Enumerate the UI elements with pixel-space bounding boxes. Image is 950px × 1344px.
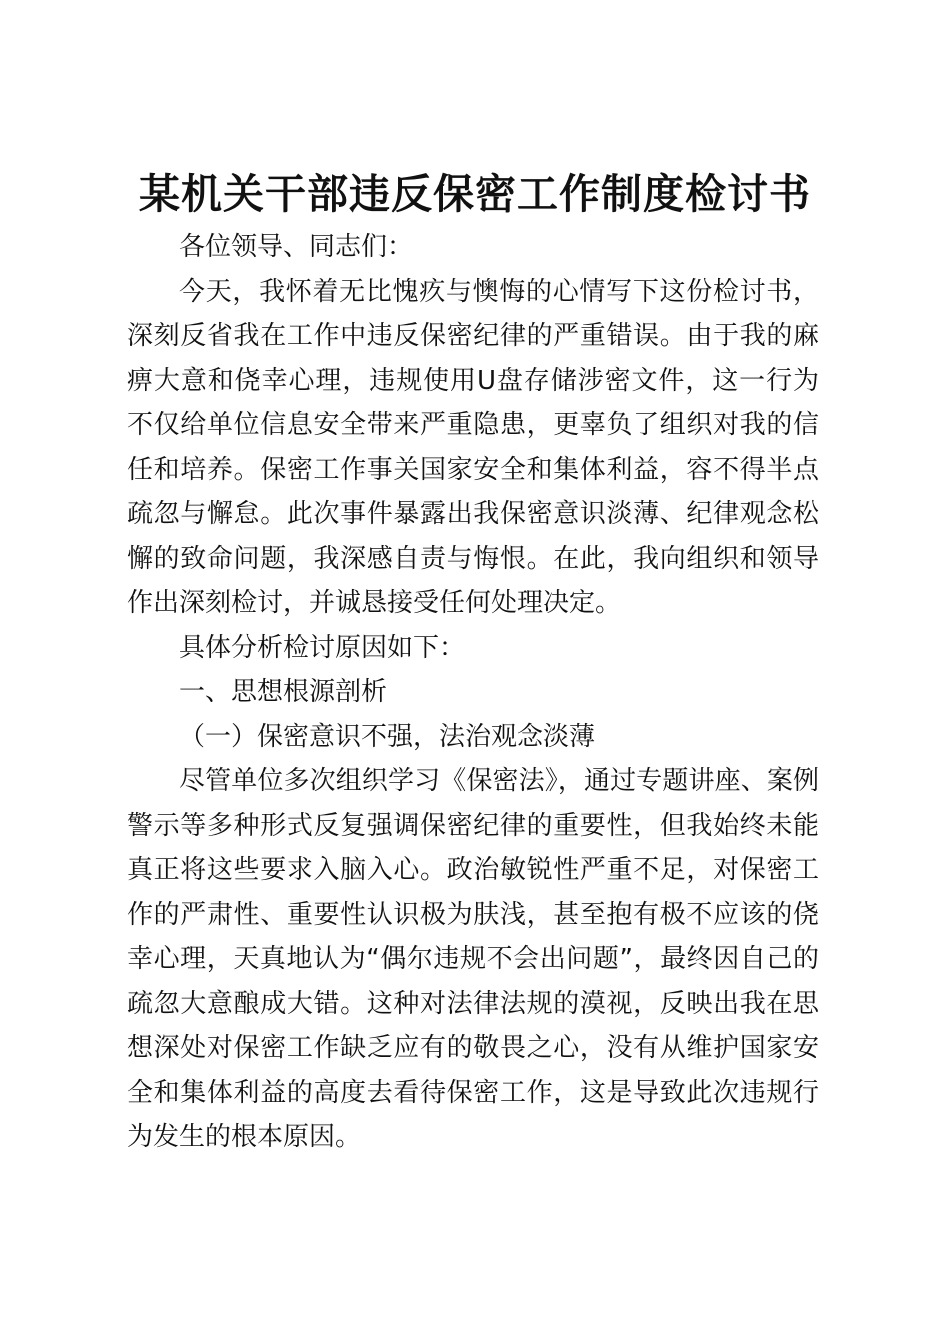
document-title: 某机关干部违反保密工作制度检讨书 — [139, 170, 811, 218]
salutation: 各位领导、同志们： — [179, 232, 414, 262]
section-heading: 一、思想根源剖析 — [179, 677, 388, 707]
body-paragraph: 尽管单位多次组织学习《保密法》，通过专题讲座、案例警示等多种形式反复强调保密纪律的重要性，但我始终未能真正将这些要求入脑入心。政治敏锐性严重不足，对保密工作的严肃性、重要性认识极为肤浅，甚至抱有极不应该的侥幸心理，天真地认为“偶尔违规不会出问题”，最终因自己的疏忽大意酿成大错。这种对法律法规的漠视，反映出我在思想深处对保密工作缺乏应有的敬畏之心，没有从维护国家安全和集体利益的高度去看待保密工作，这是导致此次违规行为发生的根本原因。 — [127, 766, 819, 1152]
document-body — [127, 225, 819, 1160]
subsection-heading: （一）保密意识不强，法治观念淡薄 — [179, 721, 596, 752]
intro-paragraph: 今天，我怀着无比愧疚与懊悔的心情写下这份检讨书，深刻反省我在工作中违反保密纪律的严重错误。由于我的麻痹大意和侥幸心理，违规使用U盘存储涉密文件，这一行为不仅给单位信息安全带来严重隐患，更辜负了组织对我的信任和培养。保密工作事关国家安全和集体利益，容不得半点疏忽与懈怠。此次事件暴露出我保密意识淡薄、纪律观念松懈的致命问题，我深感自责与悔恨。在此，我向组织和领导作出深刻检讨，并诚恳接受任何处理决定。 — [127, 276, 819, 618]
analysis-lead: 具体分析检讨原因如下： — [179, 632, 466, 663]
